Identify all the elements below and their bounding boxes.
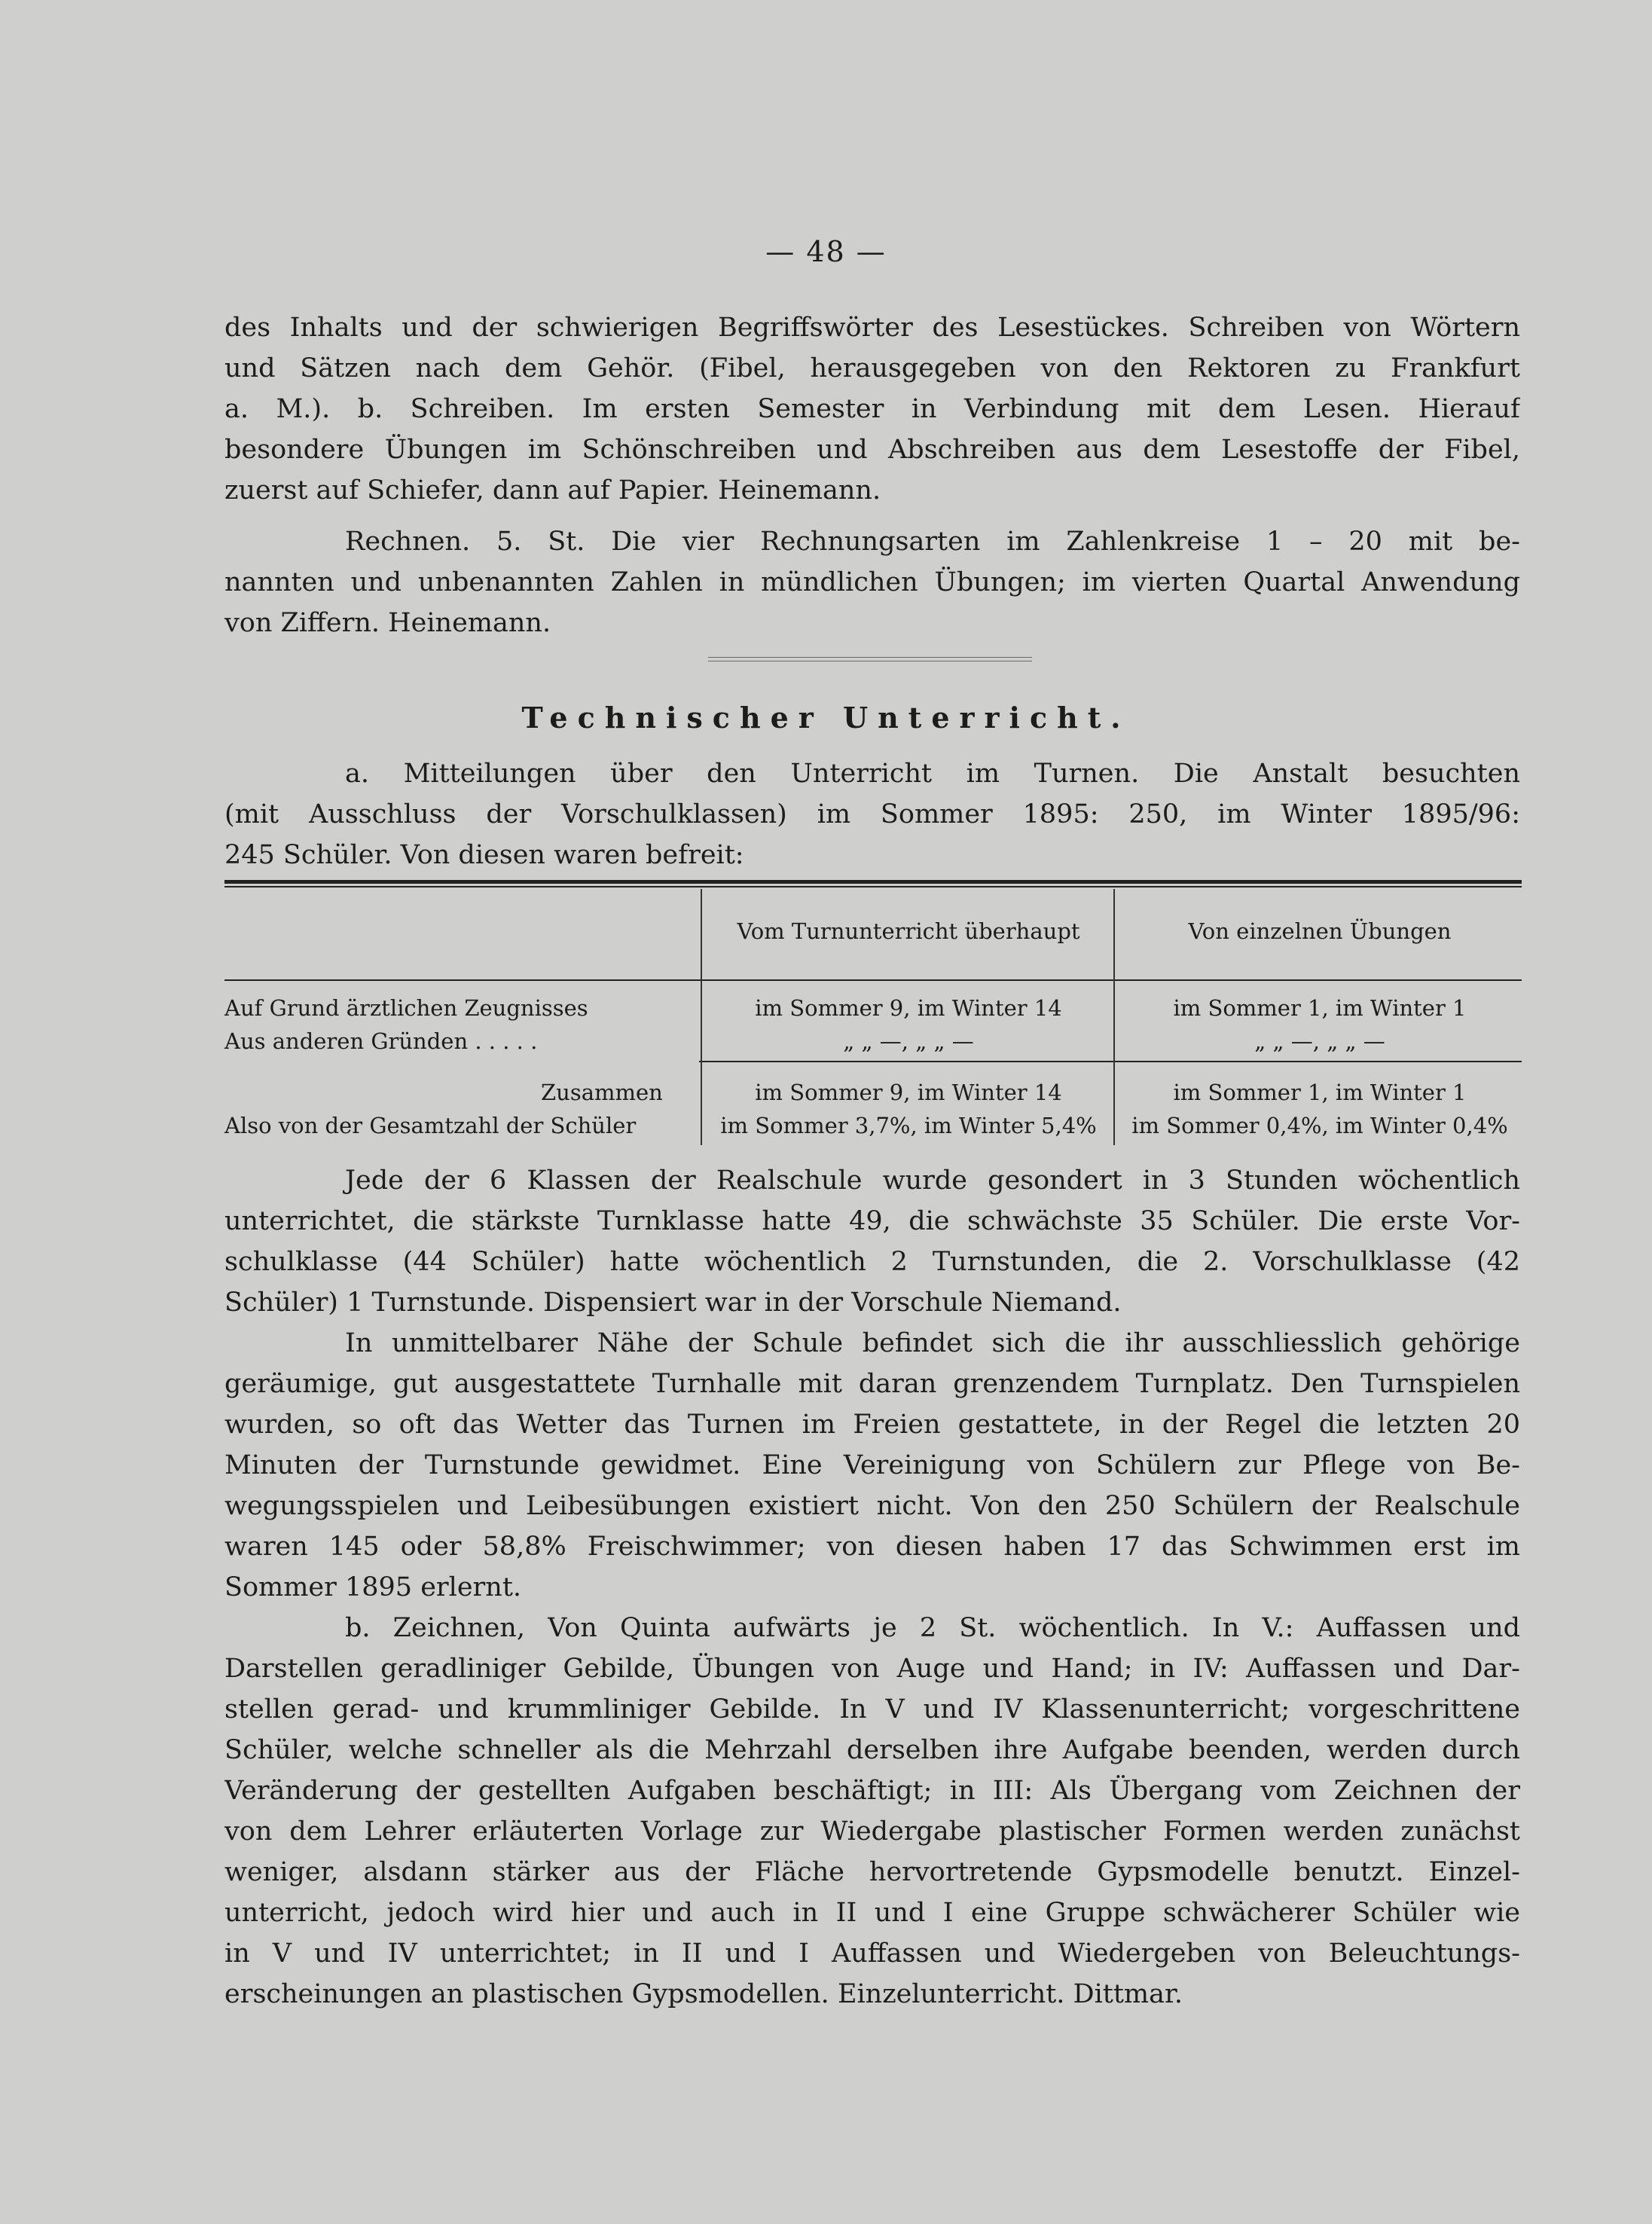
paragraph-lesen xyxy=(224,307,1520,511)
table-cell: im Sommer 9, im Winter 14 xyxy=(755,1080,1062,1105)
text-line: b. Zeichnen, Von Quinta aufwärts je 2 St. wöchentlich. In V.: Auffassen und xyxy=(345,1613,1520,1643)
section-divider xyxy=(708,657,1032,661)
text-line: Schüler, welche schneller als die Mehrzahl derselben ihre Aufgabe beenden, werden durch xyxy=(224,1735,1520,1765)
text-line: Veränderung der gestellten Aufgaben beschäftigt; in III: Als Übergang vom Zeichnen der xyxy=(224,1776,1520,1806)
text-line: schulklasse (44 Schüler) hatte wöchentlich 2 Turnstunden, die 2. Vorschulklasse (42 xyxy=(224,1247,1520,1277)
text-line: von dem Lehrer erläuterten Vorlage zur Wiedergabe plastischer Formen werden zunächst xyxy=(224,1816,1520,1847)
text-line: geräumige, gut ausgestattete Turnhalle mit daran grenzendem Turnplatz. Den Turnspielen xyxy=(224,1369,1520,1399)
text-line: wegungsspielen und Leibesübungen existiert nicht. Von den 250 Schülern der Realschule xyxy=(224,1491,1520,1521)
column-header: Von einzelnen Übungen xyxy=(1188,918,1452,944)
table-header-rule xyxy=(224,979,1522,981)
text-line: in V und IV unterrichtet; in II und I Auffassen und Wiedergeben von Beleuchtungs- xyxy=(224,1938,1520,1969)
table-cell: im Sommer 1, im Winter 1 xyxy=(1173,1080,1467,1105)
table-cell: im Sommer 3,7%, im Winter 5,4% xyxy=(720,1113,1097,1138)
text-line: a. M.). b. Schreiben. Im ersten Semester in Verbindung mit dem Lesen. Hierauf xyxy=(224,394,1520,424)
row-label: Aus anderen Gründen . . . . . xyxy=(224,1028,538,1054)
text-line: des Inhalts und der schwierigen Begriffswörter des Lesestückes. Schreiben von Wörtern xyxy=(224,313,1520,343)
text-line: erscheinungen an plastischen Gypsmodellen. Einzelunterricht. Dittmar. xyxy=(224,1979,1183,2009)
text-line: Jede der 6 Klassen der Realschule wurde gesondert in 3 Stunden wöchentlich xyxy=(345,1165,1520,1196)
text-line: besondere Übungen im Schönschreiben und Abschreiben aus dem Lesestoffe der Fibel, xyxy=(224,435,1520,465)
row-label: Zusammen xyxy=(541,1080,663,1105)
table-cell: „ „ —, „ „ — xyxy=(843,1028,974,1054)
table-cell: „ „ —, „ „ — xyxy=(1254,1028,1385,1054)
table-cell: im Sommer 1, im Winter 1 xyxy=(1173,995,1467,1021)
exemption-table xyxy=(224,880,1522,1151)
text-line: unterrichtet, die stärkste Turnklasse hatte 49, die schwächste 35 Schüler. Die erste Vor- xyxy=(224,1206,1520,1236)
text-line: In unmittelbarer Nähe der Schule befindet sich die ihr ausschliesslich gehörige xyxy=(345,1328,1520,1358)
text-line: Rechnen. 5. St. Die vier Rechnungsarten im Zahlenkreise 1 – 20 mit be- xyxy=(345,527,1520,557)
paragraph-turnhalle xyxy=(224,1323,1520,1608)
text-line: waren 145 oder 58,8% Freischwimmer; von diesen haben 17 das Schwimmen erst im xyxy=(224,1532,1520,1562)
text-line: stellen gerad- und krummliniger Gebilde. In V und IV Klassenunterricht; vorgeschrittene xyxy=(224,1694,1520,1725)
text-line: und Sätzen nach dem Gehör. (Fibel, herausgegeben von den Rektoren zu Frankfurt xyxy=(224,353,1520,383)
text-line: wurden, so oft das Wetter das Turnen im Freien gestattete, in der Regel die letzten 20 xyxy=(224,1410,1520,1440)
row-label: Auf Grund ärztlichen Zeugnisses xyxy=(224,995,588,1021)
text-line: von Ziffern. Heinemann. xyxy=(224,608,551,638)
text-line: weniger, alsdann stärker aus der Fläche hervortretende Gypsmodelle benutzt. Einzel- xyxy=(224,1857,1520,1887)
paragraph-turnen xyxy=(224,753,1520,875)
column-header: Vom Turnunterricht überhaupt xyxy=(737,918,1080,944)
column-divider xyxy=(1113,889,1115,1145)
text-line: zuerst auf Schiefer, dann auf Papier. Heinemann. xyxy=(224,475,881,506)
paragraph-rechnen xyxy=(224,521,1520,643)
text-line: nannten und unbenannten Zahlen in mündlichen Übungen; im vierten Quartal Anwendung xyxy=(224,567,1520,597)
text-line: Schüler) 1 Turnstunde. Dispensiert war in der Vorschule Niemand. xyxy=(224,1288,1122,1318)
text-line: (mit Ausschluss der Vorschulklassen) im Sommer 1895: 250, im Winter 1895/96: xyxy=(224,799,1520,829)
text-line: Darstellen geradliniger Gebilde, Übungen von Auge und Hand; in IV: Auffassen und Dar- xyxy=(224,1654,1520,1684)
column-divider xyxy=(701,889,702,1145)
text-line: unterricht, jedoch wird hier und auch in II und I eine Gruppe schwächerer Schüler wie xyxy=(224,1898,1520,1928)
text-line: a. Mitteilungen über den Unterricht im Turnen. Die Anstalt besuchten xyxy=(345,759,1520,789)
text-line: 245 Schüler. Von diesen waren befreit: xyxy=(224,840,744,870)
table-cell: im Sommer 9, im Winter 14 xyxy=(755,995,1062,1021)
paragraph-zeichnen xyxy=(224,1608,1520,2015)
table-sum-rule xyxy=(699,1061,1522,1062)
table-cell: im Sommer 0,4%, im Winter 0,4% xyxy=(1131,1113,1508,1138)
text-line: Minuten der Turnstunde gewidmet. Eine Vereinigung von Schülern zur Pflege von Be- xyxy=(224,1450,1520,1480)
table-top-rule xyxy=(224,880,1522,884)
text-line: Sommer 1895 erlernt. xyxy=(224,1572,522,1602)
page-number: — 48 — xyxy=(765,235,887,268)
table-top-rule-thin xyxy=(224,886,1522,887)
row-label: Also von der Gesamtzahl der Schüler xyxy=(224,1113,637,1138)
paragraph-klassen xyxy=(224,1160,1520,1323)
section-heading: Technischer Unterricht. xyxy=(521,701,1131,735)
